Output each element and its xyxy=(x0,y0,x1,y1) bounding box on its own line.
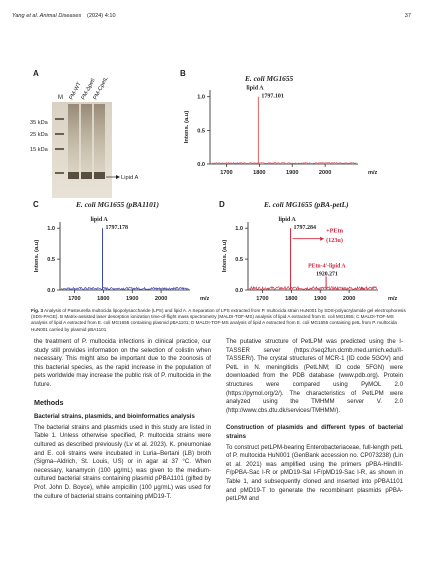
gel-lipid-band xyxy=(68,172,79,179)
gel-lipid-band xyxy=(81,172,92,179)
peak-name-label: lipid A xyxy=(278,217,296,224)
x-axis-label: m/z xyxy=(200,296,210,302)
figure-caption xyxy=(31,308,407,333)
panel-d-label: D xyxy=(219,200,225,209)
right-column xyxy=(226,338,403,504)
gel-marker-15: 15 kDa xyxy=(30,147,48,153)
page-number: 37 xyxy=(404,13,411,19)
subsection-heading-2: Construction of plasmids and different types of bacterial strains xyxy=(226,424,403,440)
gel-marker-lane-label: M xyxy=(58,95,63,101)
caption-label: Fig. 3 xyxy=(31,308,43,313)
right-paragraph-1: The putative structure of PetLPM was predicted using the I-TASSER server (https://seq2fun.dcmb.med.umich.edu//I-TASSER/). The crystal structures of MCR-1 (ID code 5GOV) and PetL in N. meningitidis (PetLNM; ID code 5FGN) were downloaded from the PDB database (www.pdb.org). Protein structures were compared using PyMOL 2.0 (https://pymol.org/2/). The characteristics of PetLPM were analyzed using the TMHMM server V. 2.0 (http://www.cbs.dtu.dk/services/TMHMM/). xyxy=(226,338,403,414)
x-tick-label: 1800 xyxy=(285,296,298,302)
lipid-a-arrowhead xyxy=(116,175,120,179)
peak-mass-label: 1797.284 xyxy=(293,225,317,232)
panel-d-title: E. coli MG1655 (pBA-petL) xyxy=(264,200,349,209)
gel-marker-band xyxy=(55,133,64,135)
peak-name-label: PEtn-4'-lipid A xyxy=(308,263,346,270)
gel-lane-delta xyxy=(81,104,92,174)
peak-name-label: lipid A xyxy=(246,85,264,92)
x-axis-label: m/z xyxy=(388,296,398,302)
spectrum-trace xyxy=(249,287,376,290)
lipid-a-gel-label: Lipid A xyxy=(121,175,139,181)
right-paragraph-2: To construct petLPM-bearing Enterobacteriaceae, full-length petL of P. multocida HuN001 (GenBank accession no. CP073238) (Lin et al. 2021) was amplified using the primers pPBA-HindIII-F/pPBA-Sac I-R or pMD19-Sal I-F/pMD19-Sac I-R, as shown in Table 1, and subsequently cloned and inserted into pPBA1101 and pMD19-T to generate the recombinant plasmids pPBA-petLPM and xyxy=(226,443,403,503)
panel-a xyxy=(30,69,139,198)
gel-lane-wt xyxy=(68,104,79,174)
panel-b-label: B xyxy=(180,69,186,78)
peak-mass-label: 1797.178 xyxy=(105,225,129,232)
y-tick-label: 0.0 xyxy=(197,162,205,168)
y-tick-label: 0.0 xyxy=(47,288,55,294)
x-tick-label: 1700 xyxy=(68,296,81,302)
y-tick-label: 0.5 xyxy=(47,257,55,264)
x-tick-label: 2000 xyxy=(318,170,332,176)
gel-lane-label-1: PM-WT xyxy=(68,81,83,101)
x-tick-label: 1700 xyxy=(256,296,269,302)
peak-name-label: lipid A xyxy=(90,217,108,224)
panel-c-title: E. coli MG1655 (pBA1101) xyxy=(76,200,159,209)
left-column xyxy=(34,338,211,501)
shift-annotation-line1: +PEtn xyxy=(326,227,344,235)
peak-mass-label: 1797.101 xyxy=(261,93,284,100)
x-tick-label: 2000 xyxy=(342,296,356,302)
left-paragraph-2: The bacterial strains and plasmids used in this study are listed in Table 1. Unless otherwise specified, P. multocida strains were cultured as described previously (Lv et al. 2023). K. pneumoniae and E. coli strains were incubated in Luria–Bertani (LB) broth (Sigma–Aldrich, St. Louis, US) or in agar at 37 °C. When necessary, kanamycin (100 μg/mL) was given to the medium-cultured bacterial strains containing plasmid pPBA1101 (gifted by Prof. John D. Boyce), while ampicillin (100 μg/mL) was used for the culture of bacterial strains containing pMD19-T. xyxy=(34,423,211,500)
x-tick-label: 1800 xyxy=(97,296,110,302)
running-header-volume: (2024) 4:10 xyxy=(87,13,116,19)
y-tick-label: 0.0 xyxy=(235,288,243,294)
x-tick-label: 1800 xyxy=(253,170,266,176)
shift-arrowhead xyxy=(320,237,324,241)
caption-text: Analysis of Pasteurella multocida lipopolysaccharide (LPS) and lipid A. A Separation of LPS extracted from P. multocida strain HuN001 by SDS-polyacrylamide gel electrophoresis (SDS-PAGE). B Matrix-assisted laser desorption ionization time-of-flight mass spectrometry (MALDI-TOF-MS) analysis of lipid A extracted from E. coli MG1655; C MALDI-TOF-MS analysis of lipid A extracted from E. coli MG1655 containing plasmid pBA1101; D MALDI-TOF-MS analysis of lipid A extracted from E. coli MG1655 containing petL from P. multocida HuN001 carried by plasmid pBA1101 xyxy=(31,308,406,332)
shift-annotation-line2: (123u) xyxy=(326,236,343,244)
x-tick-label: 1900 xyxy=(313,296,327,302)
x-tick-label: 1700 xyxy=(220,170,233,176)
x-tick-label: 1900 xyxy=(125,296,139,302)
subsection-heading-1: Bacterial strains, plasmids, and bioinformatics analysis xyxy=(34,413,195,421)
gel-marker-band xyxy=(55,148,64,150)
y-tick-label: 1.0 xyxy=(197,94,205,101)
panel-a-label: A xyxy=(33,69,39,78)
gel-lane-comp xyxy=(94,104,105,174)
gel-marker-band xyxy=(55,172,64,174)
panel-c-label: C xyxy=(33,200,39,209)
gel-lane-label-3: PM-CpetL xyxy=(92,75,110,101)
left-paragraph-1: the treatment of P. multocida infections in clinical practice, our study still provides information on the selection of colistin when necessary. This might also be important due to the zoonosis of this bacterial species, as the rapid increase in the population of pets worldwide may increase the public risk of P. multocida in the future. xyxy=(34,338,211,388)
gel-lane-label-2: PM-Δpetl xyxy=(80,77,97,101)
spectrum-trace xyxy=(61,287,188,290)
y-tick-label: 0.5 xyxy=(197,128,205,135)
running-header-journal: Yang et al. Animal Diseases xyxy=(12,13,82,19)
gel-marker-band xyxy=(55,118,64,120)
x-tick-label: 2000 xyxy=(154,296,168,302)
panel-b-title: E. coli MG1655 xyxy=(245,74,294,83)
spectrum-trace xyxy=(212,162,357,163)
x-tick-label: 1900 xyxy=(285,170,299,176)
gel-marker-35: 35 kDa xyxy=(30,120,48,126)
y-tick-label: 1.0 xyxy=(235,226,243,233)
peak-mass-label: 1920.271 xyxy=(316,271,338,278)
y-tick-label: 0.5 xyxy=(235,257,243,264)
y-axis-label: Intens. (a.u) xyxy=(184,110,190,144)
gel-marker-25: 25 kDa xyxy=(30,132,48,138)
methods-heading: Methods xyxy=(34,397,64,407)
y-axis-label: Intens. (a.u) xyxy=(222,239,228,273)
y-tick-label: 1.0 xyxy=(47,226,55,233)
x-axis-label: m/z xyxy=(368,170,378,176)
gel-lipid-band xyxy=(94,172,105,179)
y-axis-label: Intens. (a.u) xyxy=(34,239,40,273)
